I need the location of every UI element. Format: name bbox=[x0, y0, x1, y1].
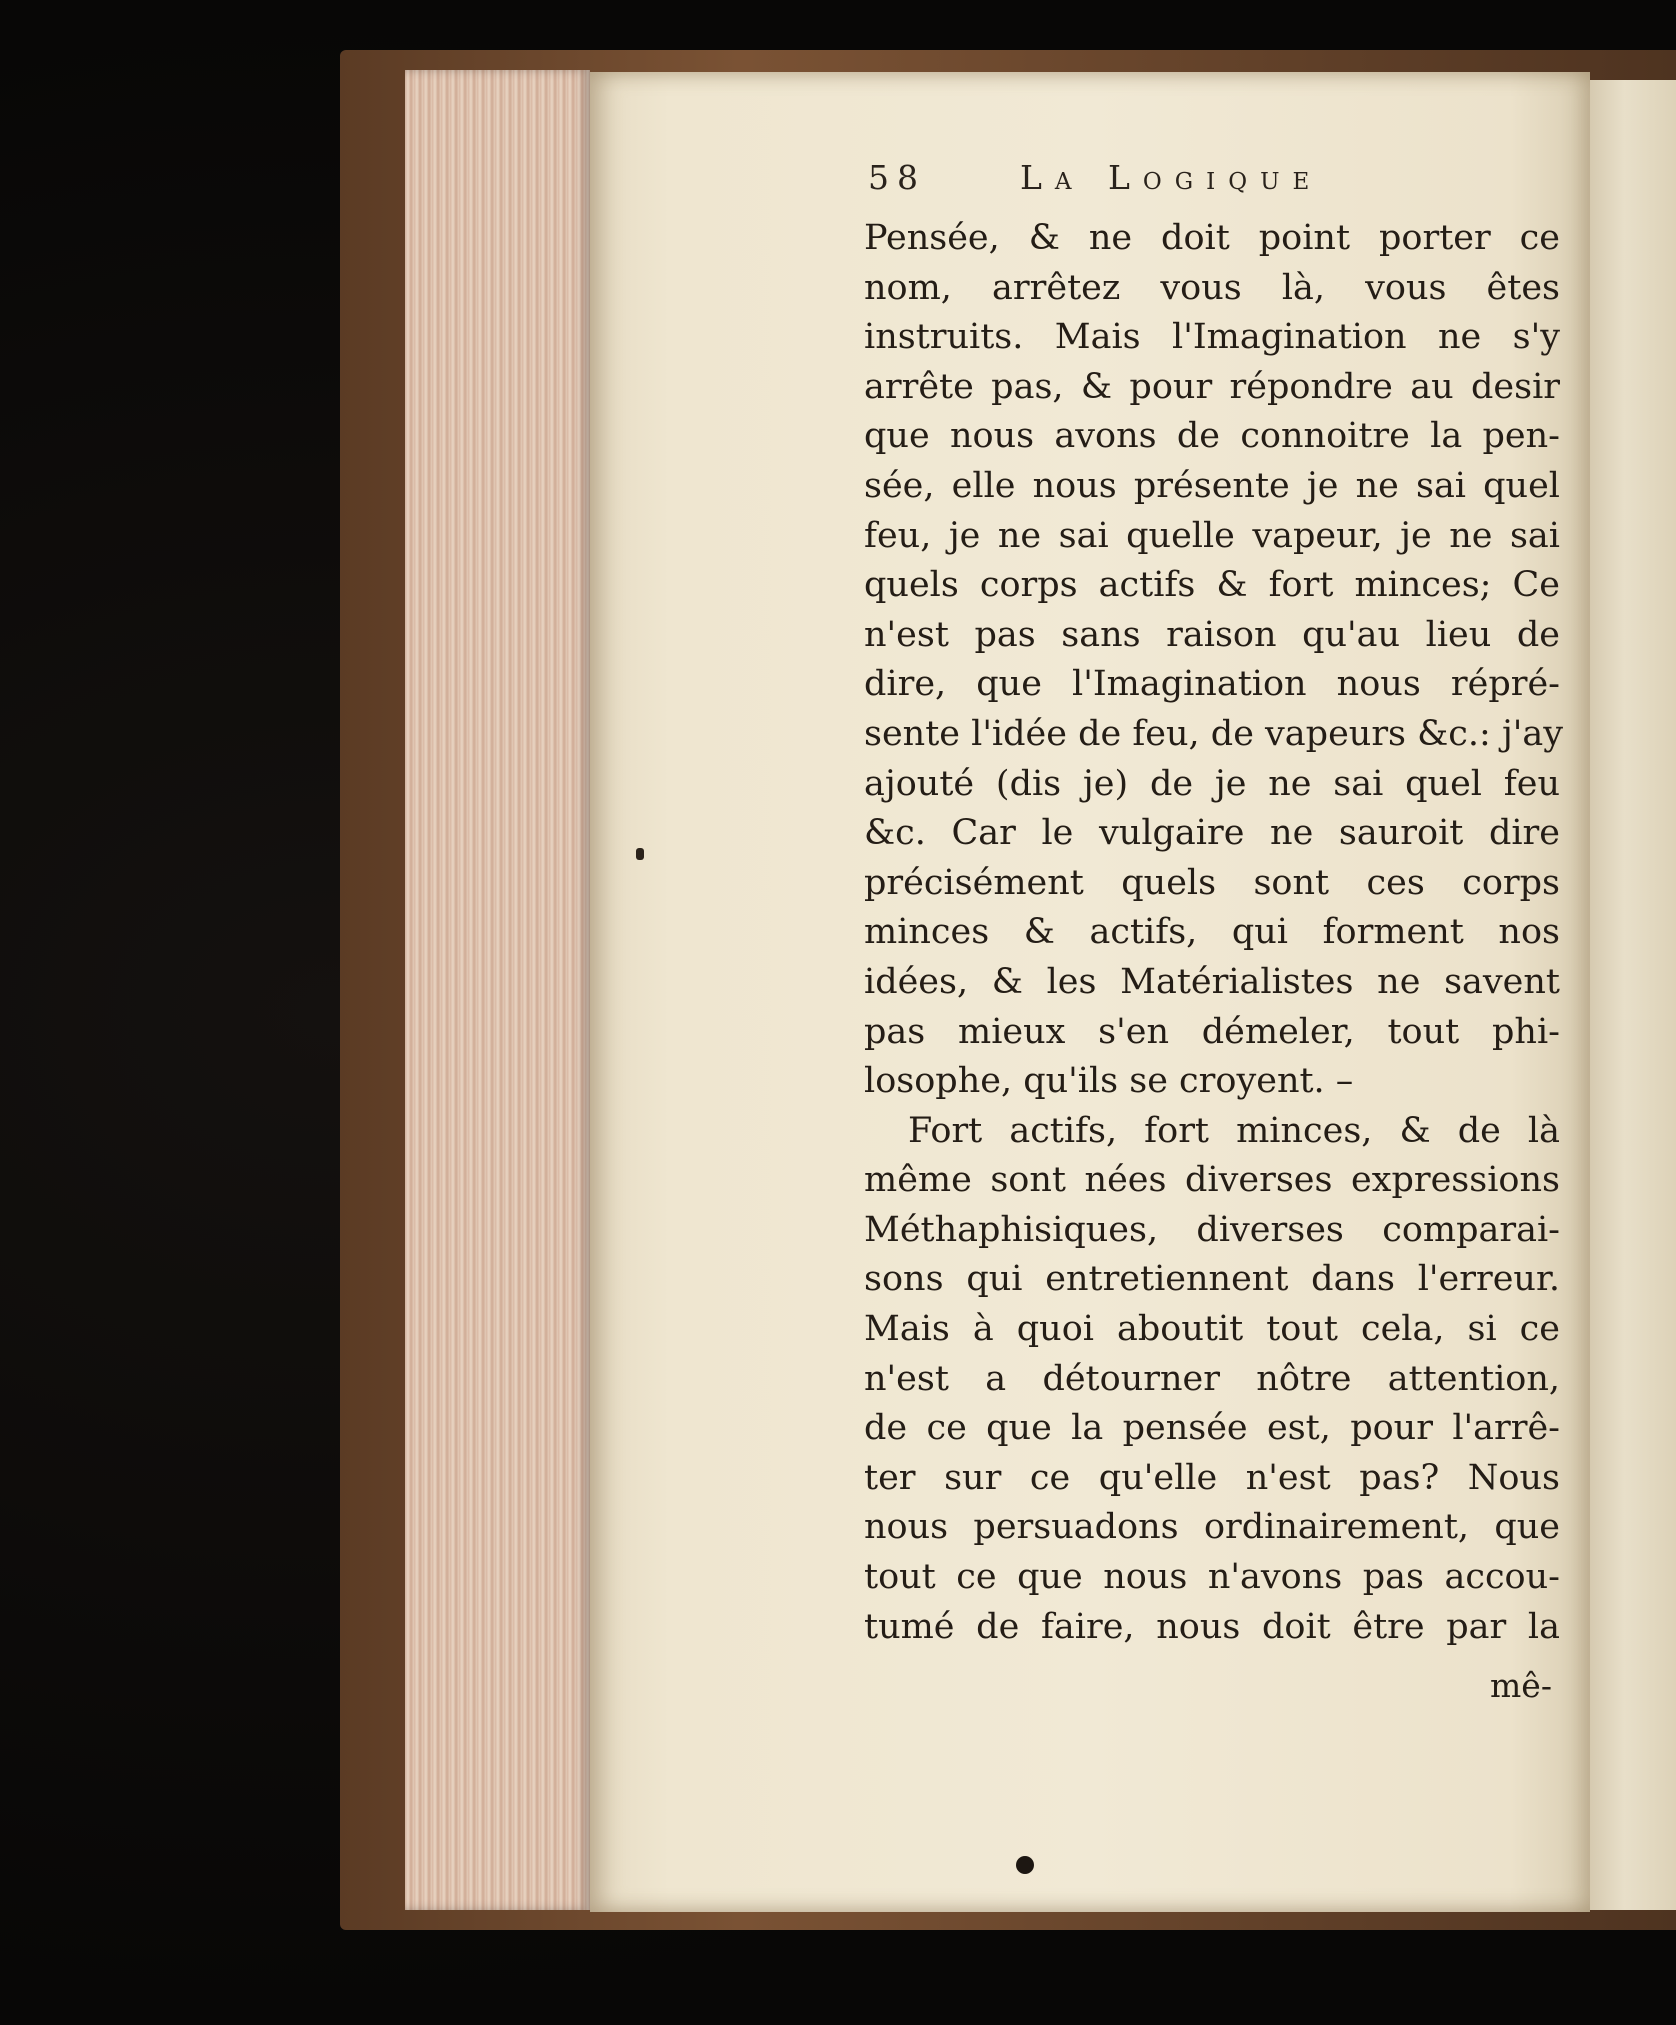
text-line: sente l'idée de feu, de vapeurs &c.: j'ay bbox=[864, 713, 1564, 754]
body-text bbox=[864, 214, 1564, 1652]
text-line: n'est pas sans raison qu'au lieu de bbox=[864, 614, 1560, 655]
text-line: feu, je ne sai quelle vapeur, je ne sai bbox=[864, 515, 1560, 556]
catchword: mê- bbox=[1490, 1666, 1552, 1705]
text-line: instruits. Mais l'Imagination ne s'y bbox=[864, 317, 1560, 358]
ink-dot bbox=[1016, 1856, 1034, 1874]
text-line: de ce que la pensée est, pour l'arrê- bbox=[864, 1408, 1560, 1449]
text-line: Fort actifs, fort minces, & de là bbox=[908, 1110, 1560, 1151]
text-line: quels corps actifs & fort minces; Ce bbox=[864, 565, 1560, 606]
text-line: dire, que l'Imagination nous répré- bbox=[864, 664, 1560, 705]
text-line: précisément quels sont ces corps bbox=[864, 862, 1560, 903]
text-line: pas mieux s'en démeler, tout phi- bbox=[864, 1011, 1560, 1052]
text-line: losophe, qu'ils se croyent. – bbox=[864, 1061, 1354, 1102]
text-line: Mais à quoi aboutit tout cela, si ce bbox=[864, 1309, 1560, 1350]
text-line: tumé de faire, nous doit être par la bbox=[864, 1606, 1560, 1647]
text-line: ajouté (dis je) de je ne sai quel feu bbox=[864, 763, 1560, 804]
text-line: tout ce que nous n'avons pas accou- bbox=[864, 1557, 1560, 1598]
text-line: arrête pas, & pour répondre au desir bbox=[864, 366, 1560, 407]
text-line: Pensée, & ne doit point porter ce bbox=[864, 218, 1560, 258]
page-number: 58 bbox=[868, 158, 926, 197]
text-line: sée, elle nous présente je ne sai quel bbox=[864, 465, 1560, 506]
text-line: nous persuadons ordinairement, que bbox=[864, 1507, 1560, 1548]
text-line: que nous avons de connoitre la pen- bbox=[864, 416, 1560, 457]
text-line: ter sur ce qu'elle n'est pas? Nous bbox=[864, 1457, 1560, 1498]
facing-page-edge bbox=[1590, 80, 1676, 1910]
text-line: Méthaphisiques, diverses comparai- bbox=[864, 1209, 1560, 1250]
text-line: même sont nées diverses expressions bbox=[864, 1160, 1560, 1201]
text-line: minces & actifs, qui forment nos bbox=[864, 912, 1560, 953]
text-line: sons qui entretiennent dans l'erreur. bbox=[864, 1259, 1560, 1300]
running-head: La Logique bbox=[1020, 158, 1323, 197]
ink-mark bbox=[636, 848, 644, 860]
text-line: idées, & les Matérialistes ne savent bbox=[864, 961, 1560, 1002]
page-header bbox=[868, 158, 1568, 208]
text-line: n'est a détourner nôtre attention, bbox=[864, 1358, 1560, 1399]
page-edges bbox=[405, 70, 590, 1910]
text-line: &c. Car le vulgaire ne sauroit dire bbox=[864, 813, 1560, 854]
text-line: nom, arrêtez vous là, vous êtes bbox=[864, 267, 1560, 308]
